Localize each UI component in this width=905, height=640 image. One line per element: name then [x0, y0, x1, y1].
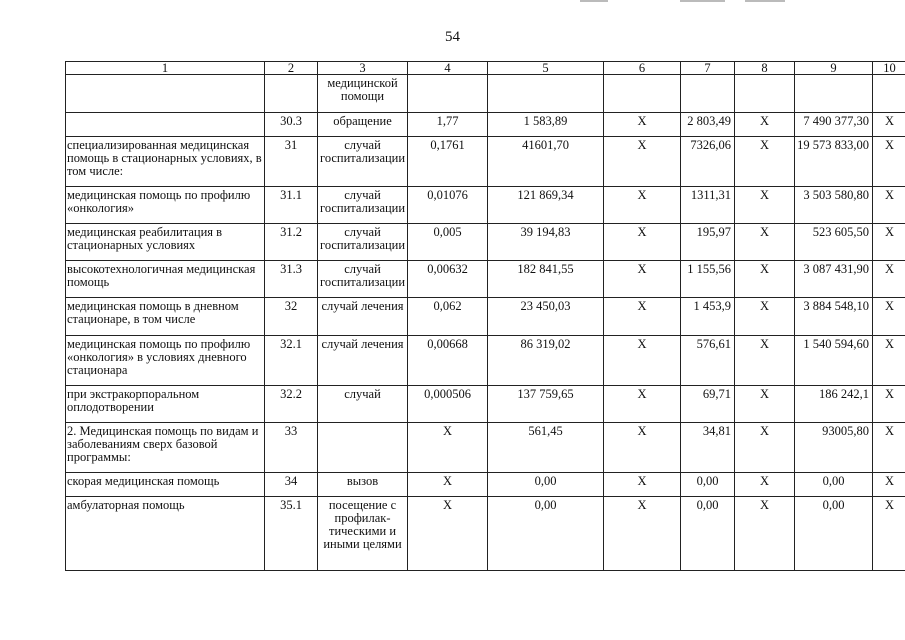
column-header: 1 — [66, 62, 265, 75]
cell-col9: 3 087 431,90 — [795, 261, 873, 298]
cell-col5: 86 319,02 — [488, 336, 604, 386]
cell-col5: 41601,70 — [488, 137, 604, 187]
scan-mark — [745, 0, 785, 2]
cell-col4: 0,000506 — [408, 386, 488, 423]
cell-col10 — [873, 75, 905, 113]
cell-col8: Х — [735, 473, 795, 497]
cell-col5: 121 869,34 — [488, 187, 604, 224]
cell-col8: Х — [735, 187, 795, 224]
cell-col7: 2 803,49 — [681, 113, 735, 137]
cell-col10: Х — [873, 224, 905, 261]
cell-col9: 19 573 833,00 — [795, 137, 873, 187]
cell-col7: 34,81 — [681, 423, 735, 473]
cell-col8: Х — [735, 261, 795, 298]
cell-col6: Х — [604, 187, 681, 224]
cell-col9: 0,00 — [795, 497, 873, 571]
scan-mark — [680, 0, 725, 2]
scan-mark — [580, 0, 608, 2]
cell-col9: 1 540 594,60 — [795, 336, 873, 386]
column-header: 7 — [681, 62, 735, 75]
cell-col8: Х — [735, 224, 795, 261]
cell-col7: 0,00 — [681, 473, 735, 497]
table-row — [66, 187, 905, 224]
cell-col7: 1 453,9 — [681, 298, 735, 336]
cell-col7 — [681, 75, 735, 113]
unit-cell: медицинской помощи — [318, 75, 408, 113]
table-row — [66, 75, 905, 113]
cell-col8 — [735, 75, 795, 113]
cell-col7: 7326,06 — [681, 137, 735, 187]
cell-col6: Х — [604, 473, 681, 497]
table-row — [66, 336, 905, 386]
cell-col7: 1 155,56 — [681, 261, 735, 298]
cell-col8: Х — [735, 386, 795, 423]
table-row — [66, 497, 905, 571]
unit-cell: обращение — [318, 113, 408, 137]
table-row — [66, 423, 905, 473]
row-name: высокотехнологичная медицинская помощь — [66, 261, 265, 298]
cell-col10: Х — [873, 473, 905, 497]
cell-col5: 0,00 — [488, 473, 604, 497]
cell-col9: 186 242,1 — [795, 386, 873, 423]
row-name: скорая медицинская помощь — [66, 473, 265, 497]
table-row — [66, 137, 905, 187]
cell-col6: Х — [604, 423, 681, 473]
cell-col8: Х — [735, 298, 795, 336]
cell-col4: 0,005 — [408, 224, 488, 261]
cell-col7: 69,71 — [681, 386, 735, 423]
cell-col10: Х — [873, 298, 905, 336]
row-number: 31.2 — [265, 224, 318, 261]
cell-col6: Х — [604, 386, 681, 423]
cell-col4: Х — [408, 497, 488, 571]
column-header: 8 — [735, 62, 795, 75]
column-header: 4 — [408, 62, 488, 75]
cell-col4: 0,01076 — [408, 187, 488, 224]
cell-col10: Х — [873, 261, 905, 298]
cell-col5: 23 450,03 — [488, 298, 604, 336]
cell-col8: Х — [735, 497, 795, 571]
row-name: медицинская помощь в дневном стационаре, в том числе — [66, 298, 265, 336]
cell-col4: Х — [408, 423, 488, 473]
row-name: медицинская помощь по профилю «онкология» — [66, 187, 265, 224]
cell-col8: Х — [735, 336, 795, 386]
cell-col5: 137 759,65 — [488, 386, 604, 423]
row-number: 30.3 — [265, 113, 318, 137]
unit-cell: случай лечения — [318, 298, 408, 336]
unit-cell: случай госпитализации — [318, 261, 408, 298]
unit-cell: случай госпитализации — [318, 224, 408, 261]
cell-col4: 0,062 — [408, 298, 488, 336]
cell-col9: 0,00 — [795, 473, 873, 497]
column-header: 6 — [604, 62, 681, 75]
cell-col5: 561,45 — [488, 423, 604, 473]
cell-col5: 0,00 — [488, 497, 604, 571]
cell-col10: Х — [873, 497, 905, 571]
cell-col5 — [488, 75, 604, 113]
cell-col10: Х — [873, 336, 905, 386]
row-number: 31 — [265, 137, 318, 187]
table-row — [66, 224, 905, 261]
cell-col7: 1311,31 — [681, 187, 735, 224]
cell-col9: 523 605,50 — [795, 224, 873, 261]
cell-col5: 39 194,83 — [488, 224, 604, 261]
cell-col9: 3 884 548,10 — [795, 298, 873, 336]
unit-cell — [318, 423, 408, 473]
cell-col10: Х — [873, 423, 905, 473]
row-number: 32.2 — [265, 386, 318, 423]
cell-col9: 3 503 580,80 — [795, 187, 873, 224]
table-row — [66, 386, 905, 423]
table-row — [66, 298, 905, 336]
cell-col6: Х — [604, 336, 681, 386]
header-row — [66, 62, 905, 75]
cell-col6: Х — [604, 113, 681, 137]
cell-col8: Х — [735, 137, 795, 187]
cell-col7: 0,00 — [681, 497, 735, 571]
cell-col7: 576,61 — [681, 336, 735, 386]
row-number: 35.1 — [265, 497, 318, 571]
table-row — [66, 113, 905, 137]
unit-cell: случай — [318, 386, 408, 423]
column-header: 2 — [265, 62, 318, 75]
cell-col10: Х — [873, 113, 905, 137]
column-header: 10 — [873, 62, 905, 75]
cell-col6: Х — [604, 261, 681, 298]
cell-col7: 195,97 — [681, 224, 735, 261]
cell-col4: 0,00668 — [408, 336, 488, 386]
cell-col10: Х — [873, 386, 905, 423]
row-name: амбулаторная помощь — [66, 497, 265, 571]
row-name: 2. Медицинская помощь по видам и заболеваниям сверх базовой программы: — [66, 423, 265, 473]
row-number: 33 — [265, 423, 318, 473]
row-number: 34 — [265, 473, 318, 497]
column-header: 9 — [795, 62, 873, 75]
row-number: 31.3 — [265, 261, 318, 298]
row-number — [265, 75, 318, 113]
data-table — [65, 61, 905, 571]
unit-cell: посещение с профилак-тическими и иными целями — [318, 497, 408, 571]
column-header: 3 — [318, 62, 408, 75]
row-number: 32 — [265, 298, 318, 336]
cell-col4: 1,77 — [408, 113, 488, 137]
cell-col6: Х — [604, 137, 681, 187]
row-name: медицинская реабилитация в стационарных условиях — [66, 224, 265, 261]
cell-col6: Х — [604, 497, 681, 571]
row-name: медицинская помощь по профилю «онкология» в условиях дневного стационара — [66, 336, 265, 386]
row-name: при экстракорпоральном оплодотворении — [66, 386, 265, 423]
cell-col9 — [795, 75, 873, 113]
cell-col10: Х — [873, 137, 905, 187]
unit-cell: случай госпитализации — [318, 187, 408, 224]
cell-col9: 7 490 377,30 — [795, 113, 873, 137]
table-row — [66, 473, 905, 497]
cell-col4: Х — [408, 473, 488, 497]
cell-col4: 0,1761 — [408, 137, 488, 187]
unit-cell: случай лечения — [318, 336, 408, 386]
cell-col8: Х — [735, 113, 795, 137]
unit-cell: вызов — [318, 473, 408, 497]
cell-col5: 1 583,89 — [488, 113, 604, 137]
cell-col9: 93005,80 — [795, 423, 873, 473]
cell-col10: Х — [873, 187, 905, 224]
row-number: 31.1 — [265, 187, 318, 224]
cell-col6: Х — [604, 224, 681, 261]
row-name: специализированная медицинская помощь в стационарных условиях, в том числе: — [66, 137, 265, 187]
row-number: 32.1 — [265, 336, 318, 386]
table-row — [66, 261, 905, 298]
cell-col6 — [604, 75, 681, 113]
cell-col4 — [408, 75, 488, 113]
row-name — [66, 113, 265, 137]
column-header: 5 — [488, 62, 604, 75]
page-number: 54 — [445, 29, 460, 45]
cell-col5: 182 841,55 — [488, 261, 604, 298]
cell-col6: Х — [604, 298, 681, 336]
row-name — [66, 75, 265, 113]
unit-cell: случай госпитализации — [318, 137, 408, 187]
cell-col8: Х — [735, 423, 795, 473]
cell-col4: 0,00632 — [408, 261, 488, 298]
